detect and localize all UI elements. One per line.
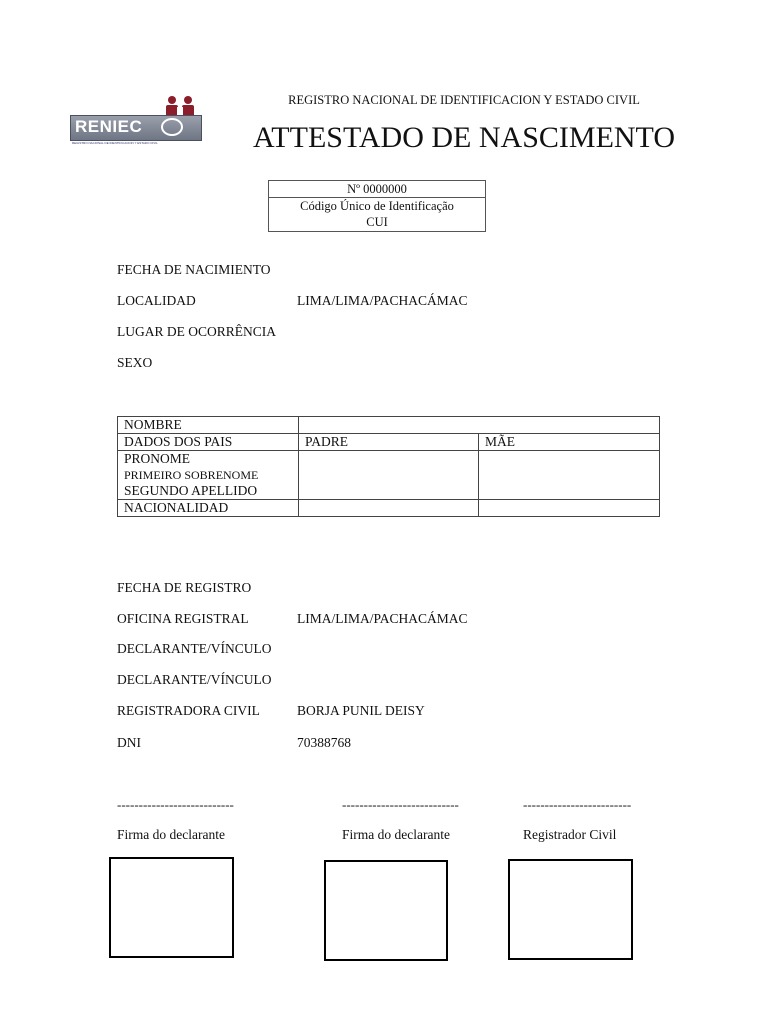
fingerprint-icon — [161, 118, 183, 136]
fingerprint-box-3 — [508, 859, 633, 960]
names-cell — [118, 451, 299, 500]
fingerprint-box-1 — [109, 857, 234, 958]
mae-nacionalidad — [479, 500, 660, 517]
locality-label: LOCALIDAD — [117, 293, 196, 308]
registrar-label: REGISTRADORA CIVIL — [117, 703, 260, 718]
padre-header: PADRE — [299, 434, 479, 451]
signature-line: ------------------------- — [523, 797, 632, 812]
office-value: LIMA/LIMA/PACHACÁMAC — [297, 611, 468, 626]
nombre-label: NOMBRE — [118, 417, 299, 434]
segundo-label: SEGUNDO APELLIDO — [124, 483, 258, 498]
signature-line: --------------------------- — [342, 797, 459, 812]
pronome-label: PRONOME — [124, 451, 191, 466]
table-row — [118, 451, 660, 500]
signature-label-declarant-1: Firma do declarante — [117, 827, 225, 842]
table-row — [118, 434, 660, 451]
nombre-value — [299, 417, 660, 434]
signature-label-registrar: Registrador Civil — [523, 827, 617, 842]
declarant-2-label: DECLARANTE/VÍNCULO — [117, 672, 272, 687]
cui-number: Nº 0000000 — [269, 181, 485, 198]
registrar-value: BORJA PUNIL DEISY — [297, 703, 425, 718]
dni-label: DNI — [117, 735, 141, 750]
mae-names — [479, 451, 660, 500]
padre-names — [299, 451, 479, 500]
fingerprint-box-2 — [324, 860, 448, 961]
logo-word: RENIEC — [75, 117, 143, 136]
declarant-1-label: DECLARANTE/VÍNCULO — [117, 641, 272, 656]
document-title: ATTESTADO DE NASCIMENTO — [252, 121, 676, 154]
table-row — [118, 417, 660, 434]
dados-label: DADOS DOS PAIS — [118, 434, 299, 451]
signature-label-declarant-2: Firma do declarante — [342, 827, 450, 842]
logo-band — [70, 115, 202, 141]
cui-caption-line2: CUI — [366, 215, 388, 229]
reniec-logo — [70, 95, 202, 145]
locality-value: LIMA/LIMA/PACHACÁMAC — [297, 293, 468, 308]
birth-date-label: FECHA DE NACIMIENTO — [117, 262, 271, 277]
mae-header: MÃE — [479, 434, 660, 451]
logo-subtitle: REGISTRO NACIONAL DE IDENTIFICACION Y ESTADO CIVIL — [72, 141, 158, 145]
cui-caption — [269, 198, 485, 231]
office-label: OFICINA REGISTRAL — [117, 611, 249, 626]
institution-name: REGISTRO NACIONAL DE IDENTIFICACION Y ESTADO CIVIL — [288, 93, 640, 107]
dni-value: 70388768 — [297, 735, 351, 750]
parents-table — [117, 416, 660, 517]
sex-label: SEXO — [117, 355, 153, 370]
registry-date-label: FECHA DE REGISTRO — [117, 580, 252, 595]
cui-caption-line1: Código Único de Identificação — [300, 199, 454, 213]
primeiro-label: PRIMEIRO SOBRENOME — [124, 468, 259, 482]
cui-box — [268, 180, 486, 232]
place-label: LUGAR DE OCORRÊNCIA — [117, 324, 277, 339]
nacionalidad-label: NACIONALIDAD — [118, 500, 299, 517]
table-row — [118, 500, 660, 517]
signature-line: --------------------------- — [117, 797, 234, 812]
padre-nacionalidad — [299, 500, 479, 517]
